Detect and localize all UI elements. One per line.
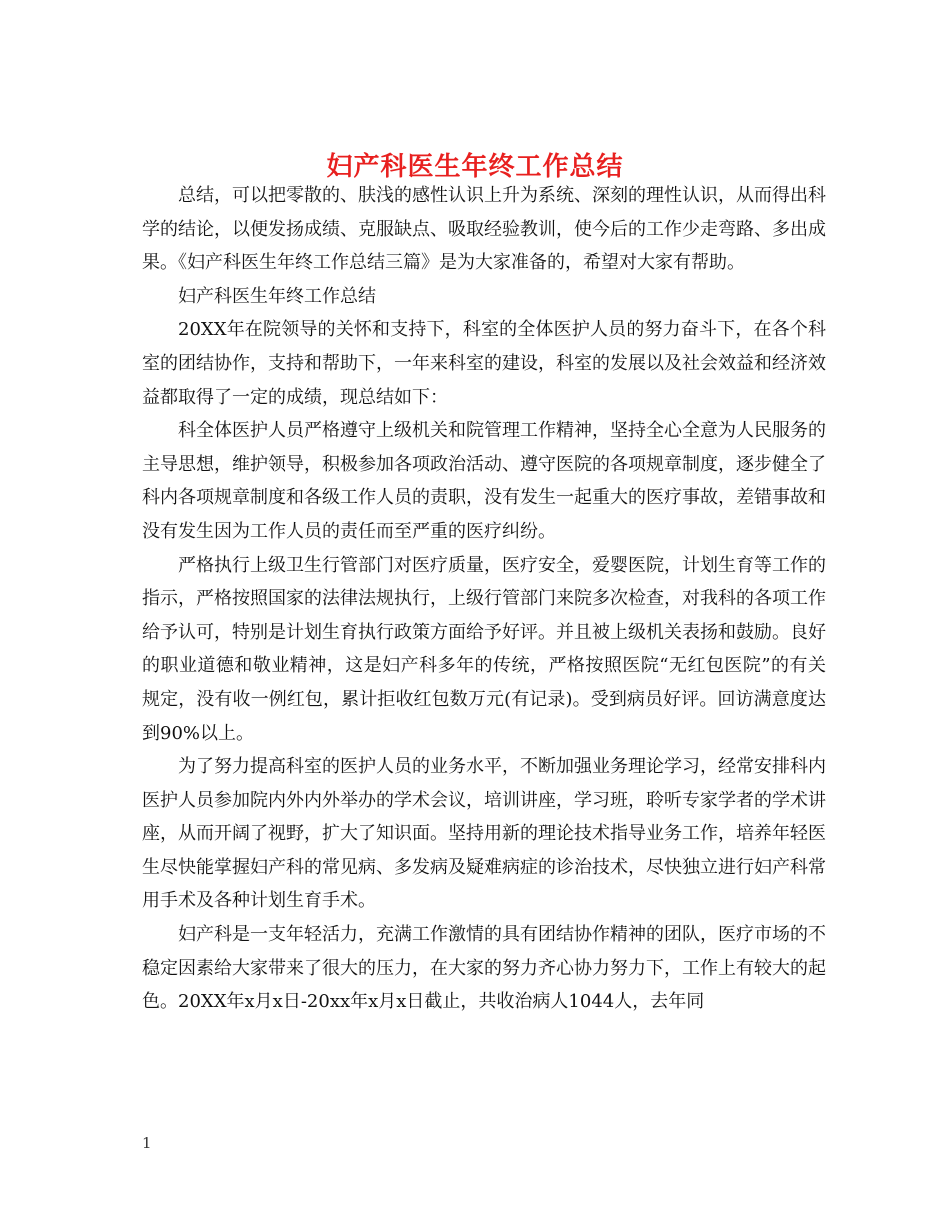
intro-paragraph: 总结，可以把零散的、肤浅的感性认识上升为系统、深刻的理性认识，从而得出科学的结论，以便发扬成绩、克服缺点、吸取经验教训，使今后的工作少走弯路、多出成果。《妇产科医生年终工作总结三篇》是为大家准备的，希望对大家有帮助。 — [142, 185, 826, 274]
body-paragraph: 为了努力提高科室的医护人员的业务水平，不断加强业务理论学习，经常安排科内医护人员参加院内外内外举办的学术会议，培训讲座，学习班，聆听专家学者的学术讲座，从而开阔了视野，扩大了知识面。坚持用新的理论技术指导业务工作，培养年轻医生尽快能掌握妇产科的常见病、多发病及疑难病症的诊治技术，尽快独立进行妇产科常用手术及各种计划生育手术。 — [142, 756, 826, 912]
document-body — [142, 179, 826, 1019]
body-paragraph: 严格执行上级卫生行管部门对医疗质量，医疗安全，爱婴医院，计划生育等工作的指示，严格按照国家的法律法规执行，上级行管部门来院多次检查，对我科的各项工作给予认可，特别是计划生育执行政策方面给予好评。并且被上级机关表扬和鼓励。良好的职业道德和敬业精神，这是妇产科多年的传统，严格按照医院“无红包医院”的有关规定，没有收一例红包，累计拒收红包数万元(有记录)。受到病员好评。回访满意度达到90%以上。 — [142, 554, 826, 744]
section-heading: 妇产科医生年终工作总结 — [178, 285, 376, 307]
body-paragraph: 20XX年在院领导的关怀和支持下，科室的全体医护人员的努力奋斗下，在各个科室的团结协作，支持和帮助下，一年来科室的建设，科室的发展以及社会效益和经济效益都取得了一定的成绩，现总结如下： — [142, 319, 826, 408]
body-paragraph: 科全体医护人员严格遵守上级机关和院管理工作精神，坚持全心全意为人民服务的主导思想，维护领导，积极参加各项政治活动、遵守医院的各项规章制度，逐步健全了科内各项规章制度和各级工作人员的责职，没有发生一起重大的医疗事故，差错事故和没有发生因为工作人员的责任而至严重的医疗纠纷。 — [142, 420, 826, 542]
document-title: 妇产科医生年终工作总结 — [326, 152, 624, 183]
page-number: 1 — [142, 1134, 152, 1152]
body-paragraph: 妇产科是一支年轻活力，充满工作激情的具有团结协作精神的团队，医疗市场的不稳定因素给大家带来了很大的压力，在大家的努力齐心协力努力下，工作上有较大的起色。20XX年x月x日-20xx年x月x日截止，共收治病人1044人，去年同 — [142, 924, 826, 1013]
